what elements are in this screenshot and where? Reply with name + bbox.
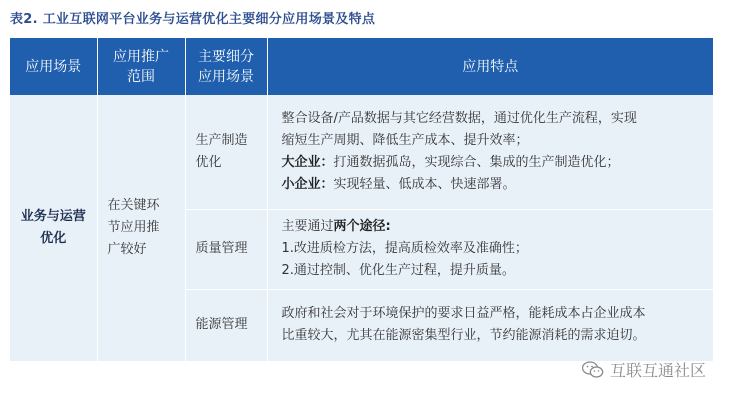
feature-line: 比重较大，尤其在能源密集型行业，节约能源消耗的需求迫切。 xyxy=(281,328,646,344)
sub-scene-energy: 能源管理 xyxy=(185,289,267,361)
feature-energy xyxy=(267,289,713,361)
scope-cell xyxy=(97,95,185,361)
scope-line2: 节应用推 xyxy=(107,219,160,235)
table-row xyxy=(10,95,713,209)
feature-line: 整合设备/产品数据与其它经营数据，通过优化生产流程，实现 xyxy=(281,110,637,126)
table-header-row xyxy=(10,38,713,95)
scope-line1: 在关键环 xyxy=(107,197,160,213)
feature-line: 1.改进质检方法，提高质检效率及准确性； xyxy=(281,241,528,256)
feature-production xyxy=(267,95,713,209)
feature-line xyxy=(282,216,704,238)
feature-line: 政府和社会对于环境保护的要求日益严格，能耗成本占企业成本 xyxy=(281,306,646,322)
header-sub-line2: 应用场景 xyxy=(198,68,254,85)
feature-line xyxy=(282,152,704,174)
quality-intro-bold: 两个途径: xyxy=(333,219,391,234)
scene-line2: 优化 xyxy=(40,230,67,246)
header-scene: 应用场景 xyxy=(10,38,97,95)
header-scope-line2: 范围 xyxy=(127,68,155,85)
feature-table xyxy=(10,38,713,361)
feature-line: 缩短生产周期、降低生产成本、提升效率； xyxy=(281,132,529,148)
header-scope-line1: 应用推广 xyxy=(113,48,169,65)
sub-production-line2: 优化 xyxy=(195,154,222,170)
header-scope xyxy=(97,38,185,95)
header-sub-line1: 主要细分 xyxy=(198,48,254,65)
small-enterprise-label: 小企业： xyxy=(281,176,334,192)
scene-cell xyxy=(10,95,97,361)
feature-line: 2.通过控制、优化生产过程，提升质量。 xyxy=(281,263,515,278)
large-enterprise-text: 打通数据孤岛，实现综合、集成的生产制造优化； xyxy=(333,154,620,170)
small-enterprise-text: 实现轻量、低成本、快速部署。 xyxy=(333,176,516,192)
watermark xyxy=(582,358,706,381)
scope-line3: 广较好 xyxy=(107,241,147,257)
sub-scene-quality: 质量管理 xyxy=(185,209,267,289)
sub-scene-production xyxy=(185,95,267,209)
scene-line1: 业务与运营 xyxy=(20,208,86,224)
quality-intro: 主要通过 xyxy=(281,219,334,234)
header-sub-scene xyxy=(185,38,267,95)
watermark-text: 互联互通社区 xyxy=(610,361,707,380)
feature-line xyxy=(282,174,704,196)
feature-quality xyxy=(267,209,713,289)
wechat-icon xyxy=(582,361,604,379)
header-features: 应用特点 xyxy=(267,38,713,95)
table-caption: 表2. 工业互联网平台业务与运营优化主要细分应用场景及特点 xyxy=(10,12,376,27)
large-enterprise-label: 大企业： xyxy=(281,154,334,170)
sub-production-line1: 生产制造 xyxy=(195,132,248,148)
